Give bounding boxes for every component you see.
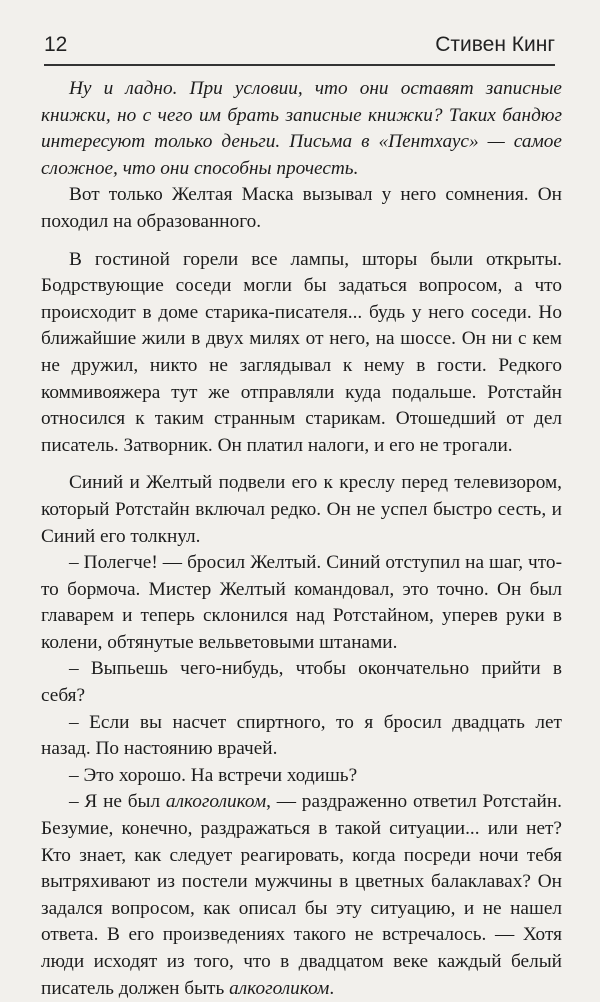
paragraph: [41, 789, 562, 1002]
paragraph: [41, 182, 562, 235]
text-run: – Это хорошо. На встречи ходишь?: [69, 764, 358, 786]
text-run: – Полегче! — бросил Желтый. Синий отступил на шаг, что-то бормоча. Мистер Желтый командовал, это точно. Он был главарем и теперь склонился над Ротстайном, уперев руки в колени, обтянутые вельветовыми штанами.: [41, 552, 562, 653]
page-header: [44, 33, 555, 63]
paragraph: [41, 763, 562, 790]
text-run: Вот только Желтая Маска вызывал у него сомнения. Он походил на образованного.: [41, 184, 562, 232]
text-run: – Если вы насчет спиртного, то я бросил двадцать лет назад. По настоянию врачей.: [41, 711, 562, 760]
paragraph: [41, 247, 562, 460]
text-run: Синий и Желтый подвели его к креслу перед телевизором, который Ротстайн включал редко. Он не успел быстро сесть, и Синий его толкнул.: [41, 472, 562, 547]
running-head-author: Стивен Кинг: [435, 33, 555, 56]
text-run: , — раздраженно ответил Ротстайн. Безумие, конечно, раздражаться в такой ситуации... или нет? Кто знает, как следует реагировать, когда посреди ночи тебя вытряхивают из постели мужчины в цветных балаклавах? Он задался вопросом, как описал бы эту ситуацию, и не нашел ответа. В его произведениях такого не встречалось. — Хотя люди исходят из того, что в двадцатом веке каждый белый писатель должен быть: [41, 791, 563, 999]
text-run: – Я не был: [69, 791, 166, 813]
paragraph: [41, 656, 562, 709]
page-number: 12: [44, 33, 68, 56]
text-run: .: [329, 977, 335, 999]
emphasized-text: алкоголиком: [229, 977, 330, 999]
paragraph: [41, 470, 562, 550]
paragraph: [41, 76, 562, 182]
emphasized-text: алкоголиком: [165, 791, 267, 813]
paragraph: [41, 550, 562, 656]
text-run: – Выпьешь чего-нибудь, чтобы окончательно прийти в себя?: [41, 658, 562, 707]
paragraph: [41, 710, 562, 763]
text-run: В гостиной горели все лампы, шторы были открыты. Бодрствующие соседи могли бы задаться вопросом, а что происходит в доме старика-писателя... будь у него соседи. Но ближайшие жили в двух милях от него, на шоссе. Он ни с кем не дружил, никто не заглядывал к нему в гости. Редкого коммивояжера тут же отправляли куда подальше. Ротстайн относился к таким странным старикам. Отошедший от дел писатель. Затворник. Он платил налоги, и его не трогали.: [41, 248, 562, 456]
body-text: [41, 76, 562, 1002]
header-rule: [44, 64, 555, 66]
text-run: Ну и ладно. При условии, что они оставят записные книжки, но с чего им брать записные книжки? Таких бандюг интересуют только деньги. Письма в «Пентхаус» — самое сложное, что они способны прочесть.: [41, 78, 562, 179]
